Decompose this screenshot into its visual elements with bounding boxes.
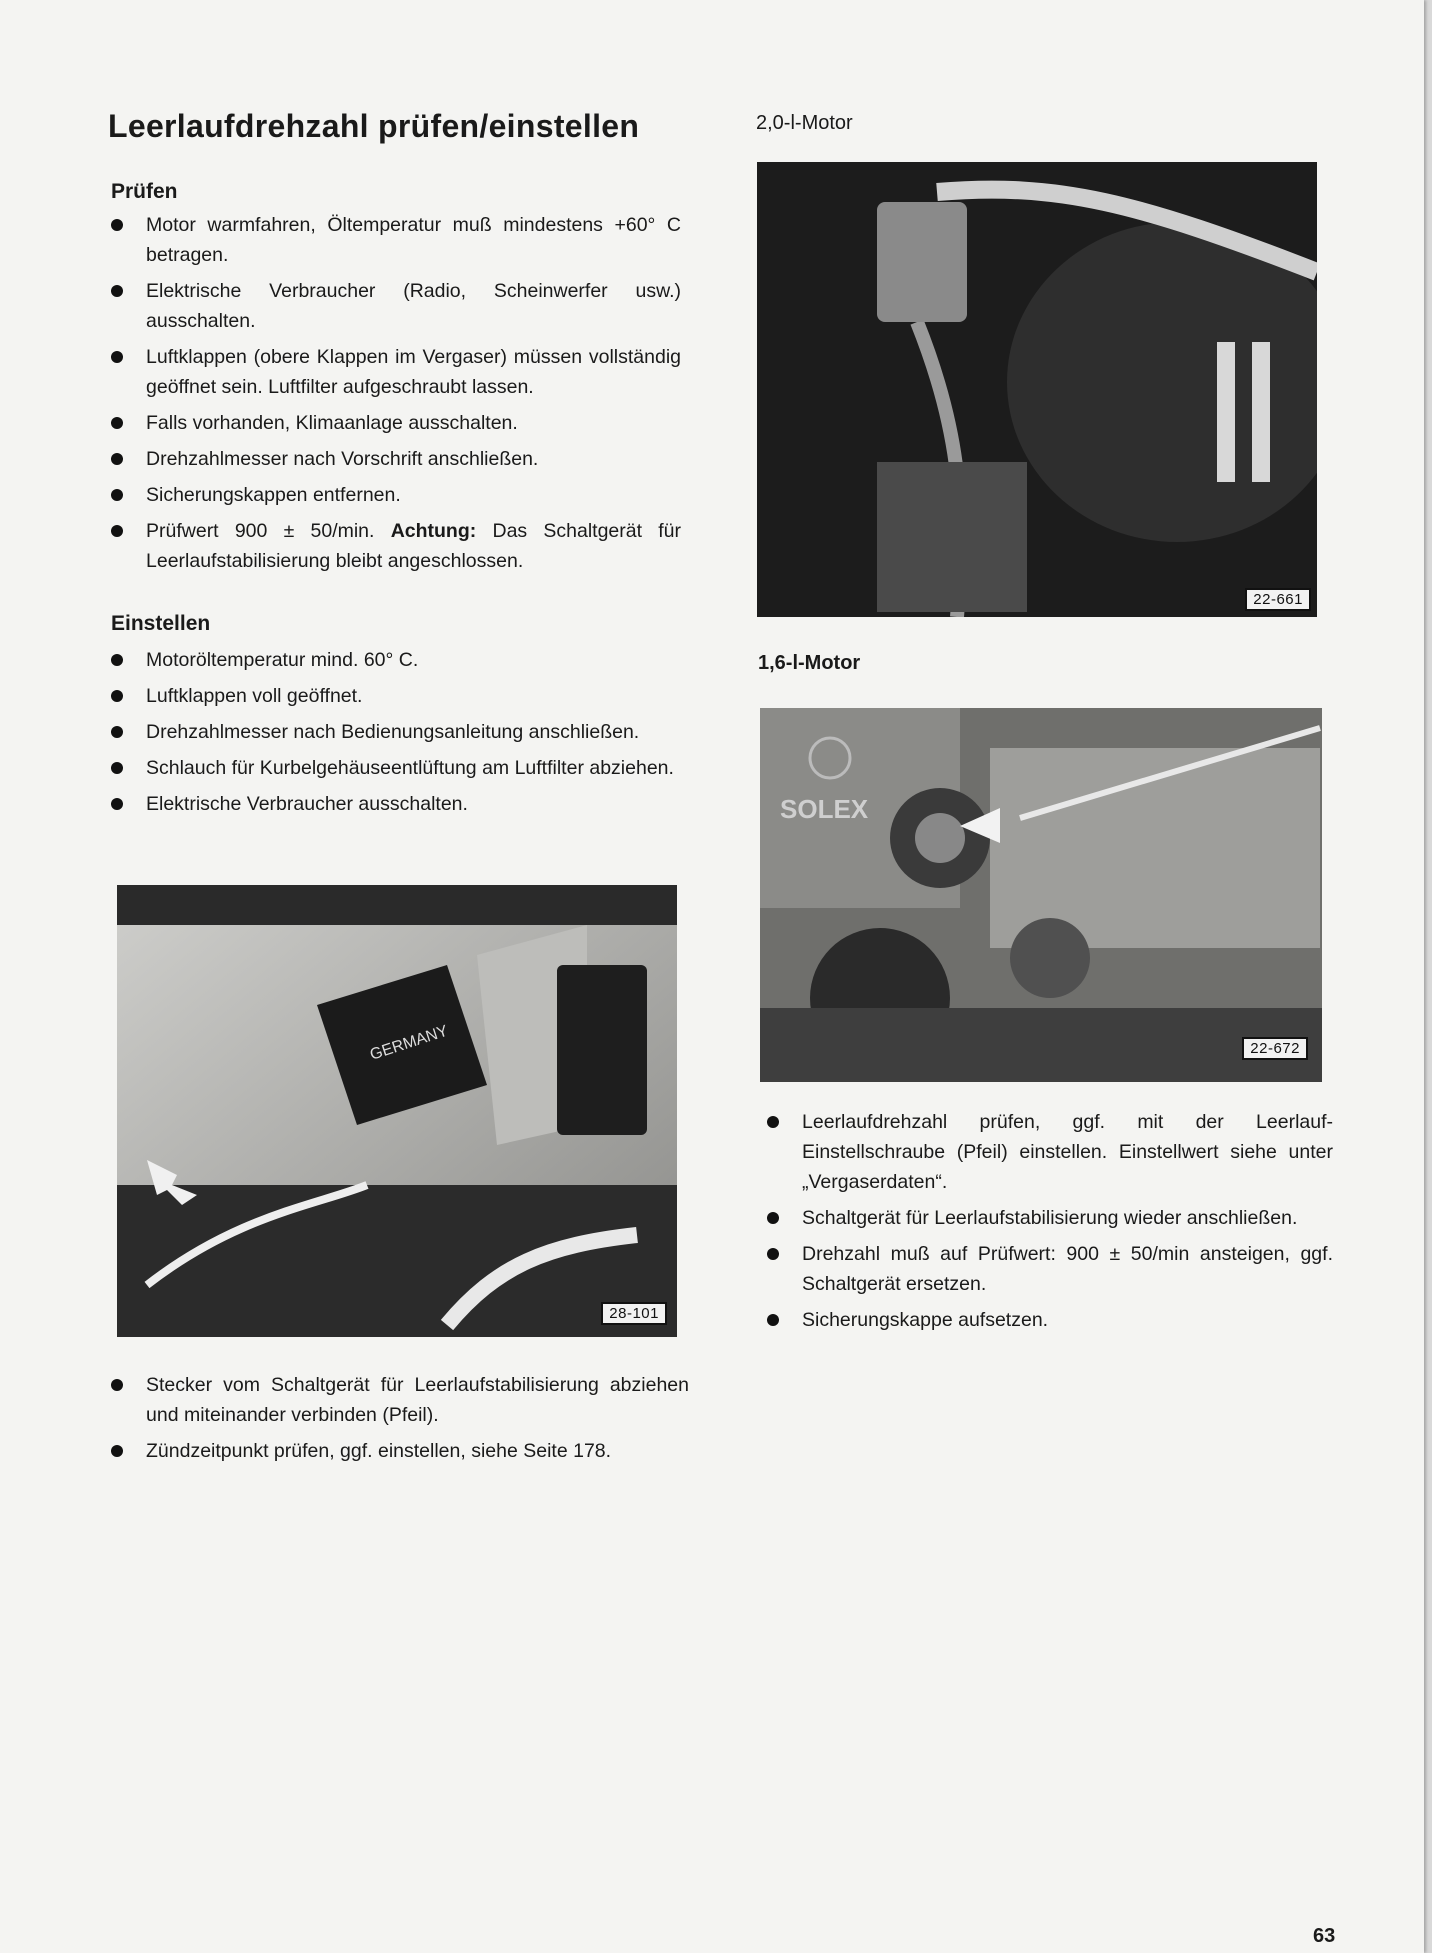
bullet-icon	[111, 525, 123, 537]
bullet-icon	[111, 1379, 123, 1391]
list-item: Drehzahlmesser nach Bedienungsanleitung anschließen.	[109, 717, 689, 747]
bullet-icon	[111, 285, 123, 297]
bullet-icon	[111, 798, 123, 810]
photo-16l-carburetor	[760, 708, 1322, 1082]
section-heading-einstellen: Einstellen	[111, 612, 211, 635]
svg-text:SOLEX: SOLEX	[780, 794, 869, 824]
bullet-icon	[111, 219, 123, 231]
figure-tag-22-672: 22-672	[1242, 1037, 1308, 1060]
svg-text:GERMANY: GERMANY	[367, 1022, 451, 1064]
list-item: Elektrische Verbraucher (Radio, Scheinwerfer usw.) ausschalten.	[109, 276, 681, 336]
bullet-icon	[111, 654, 123, 666]
bullet-icon	[111, 351, 123, 363]
warning-label: Achtung:	[390, 520, 477, 542]
bullet-icon	[767, 1248, 779, 1260]
list-item: Drehzahl muß auf Prüfwert: 900 ± 50/min ansteigen, ggf. Schaltgerät ersetzen.	[765, 1239, 1333, 1299]
bullet-icon	[111, 690, 123, 702]
list-item: Stecker vom Schaltgerät für Leerlaufstabilisierung abziehen und miteinander verbinden (Pfeil).	[109, 1370, 689, 1430]
pruefen-list	[109, 210, 681, 582]
figure-tag-28-101: 28-101	[601, 1302, 667, 1325]
bullet-icon	[767, 1116, 779, 1128]
list-item: Sicherungskappe aufsetzen.	[765, 1305, 1333, 1335]
list-item: Elektrische Verbraucher ausschalten.	[109, 789, 689, 819]
list-item: Drehzahlmesser nach Vorschrift anschließen.	[109, 444, 681, 474]
caption-16l-motor: 1,6-l-Motor	[758, 652, 861, 674]
bullet-icon	[111, 1445, 123, 1457]
left-bottom-list	[109, 1370, 689, 1472]
bullet-icon	[767, 1314, 779, 1326]
bullet-icon	[111, 726, 123, 738]
einstellen-list	[109, 645, 689, 825]
figure-tag-22-661: 22-661	[1245, 588, 1311, 611]
bullet-icon	[767, 1212, 779, 1224]
list-item: Schlauch für Kurbelgehäuseentlüftung am Luftfilter abziehen.	[109, 753, 689, 783]
caption-2l-motor: 2,0-l-Motor	[756, 112, 853, 134]
engine-2l-illustration	[757, 162, 1317, 617]
control-module-illustration	[117, 885, 677, 1337]
page-number: 63	[1313, 1925, 1336, 1947]
bullet-icon	[111, 417, 123, 429]
bullet-icon	[111, 762, 123, 774]
list-item: Luftklappen voll geöffnet.	[109, 681, 689, 711]
page-title: Leerlaufdrehzahl prüfen/einstellen	[108, 108, 640, 144]
photo-control-module	[117, 885, 677, 1337]
bullet-icon	[111, 489, 123, 501]
bullet-icon	[111, 453, 123, 465]
list-item: Motor warmfahren, Öltemperatur muß mindestens +60° C betragen.	[109, 210, 681, 270]
section-heading-pruefen: Prüfen	[111, 180, 178, 203]
right-list	[765, 1107, 1333, 1341]
list-item: Sicherungskappen entfernen.	[109, 480, 681, 510]
list-item: Zündzeitpunkt prüfen, ggf. einstellen, siehe Seite 178.	[109, 1436, 689, 1466]
list-item: Leerlaufdrehzahl prüfen, ggf. mit der Leerlauf-Einstellschraube (Pfeil) einstellen. Einstellwert siehe unter „Vergaserdaten“.	[765, 1107, 1333, 1197]
carburetor-illustration	[760, 708, 1322, 1082]
list-item: Falls vorhanden, Klimaanlage ausschalten.	[109, 408, 681, 438]
list-item: Luftklappen (obere Klappen im Vergaser) müssen vollständig geöffnet sein. Luftfilter aufgeschraubt lassen.	[109, 342, 681, 402]
list-item: Prüfwert 900 ± 50/min. Achtung: Das Schaltgerät für Leerlaufstabilisierung bleibt angeschlossen.	[109, 516, 681, 576]
list-item: Schaltgerät für Leerlaufstabilisierung wieder anschließen.	[765, 1203, 1333, 1233]
photo-2l-engine	[757, 162, 1317, 617]
list-item: Motoröltemperatur mind. 60° C.	[109, 645, 689, 675]
